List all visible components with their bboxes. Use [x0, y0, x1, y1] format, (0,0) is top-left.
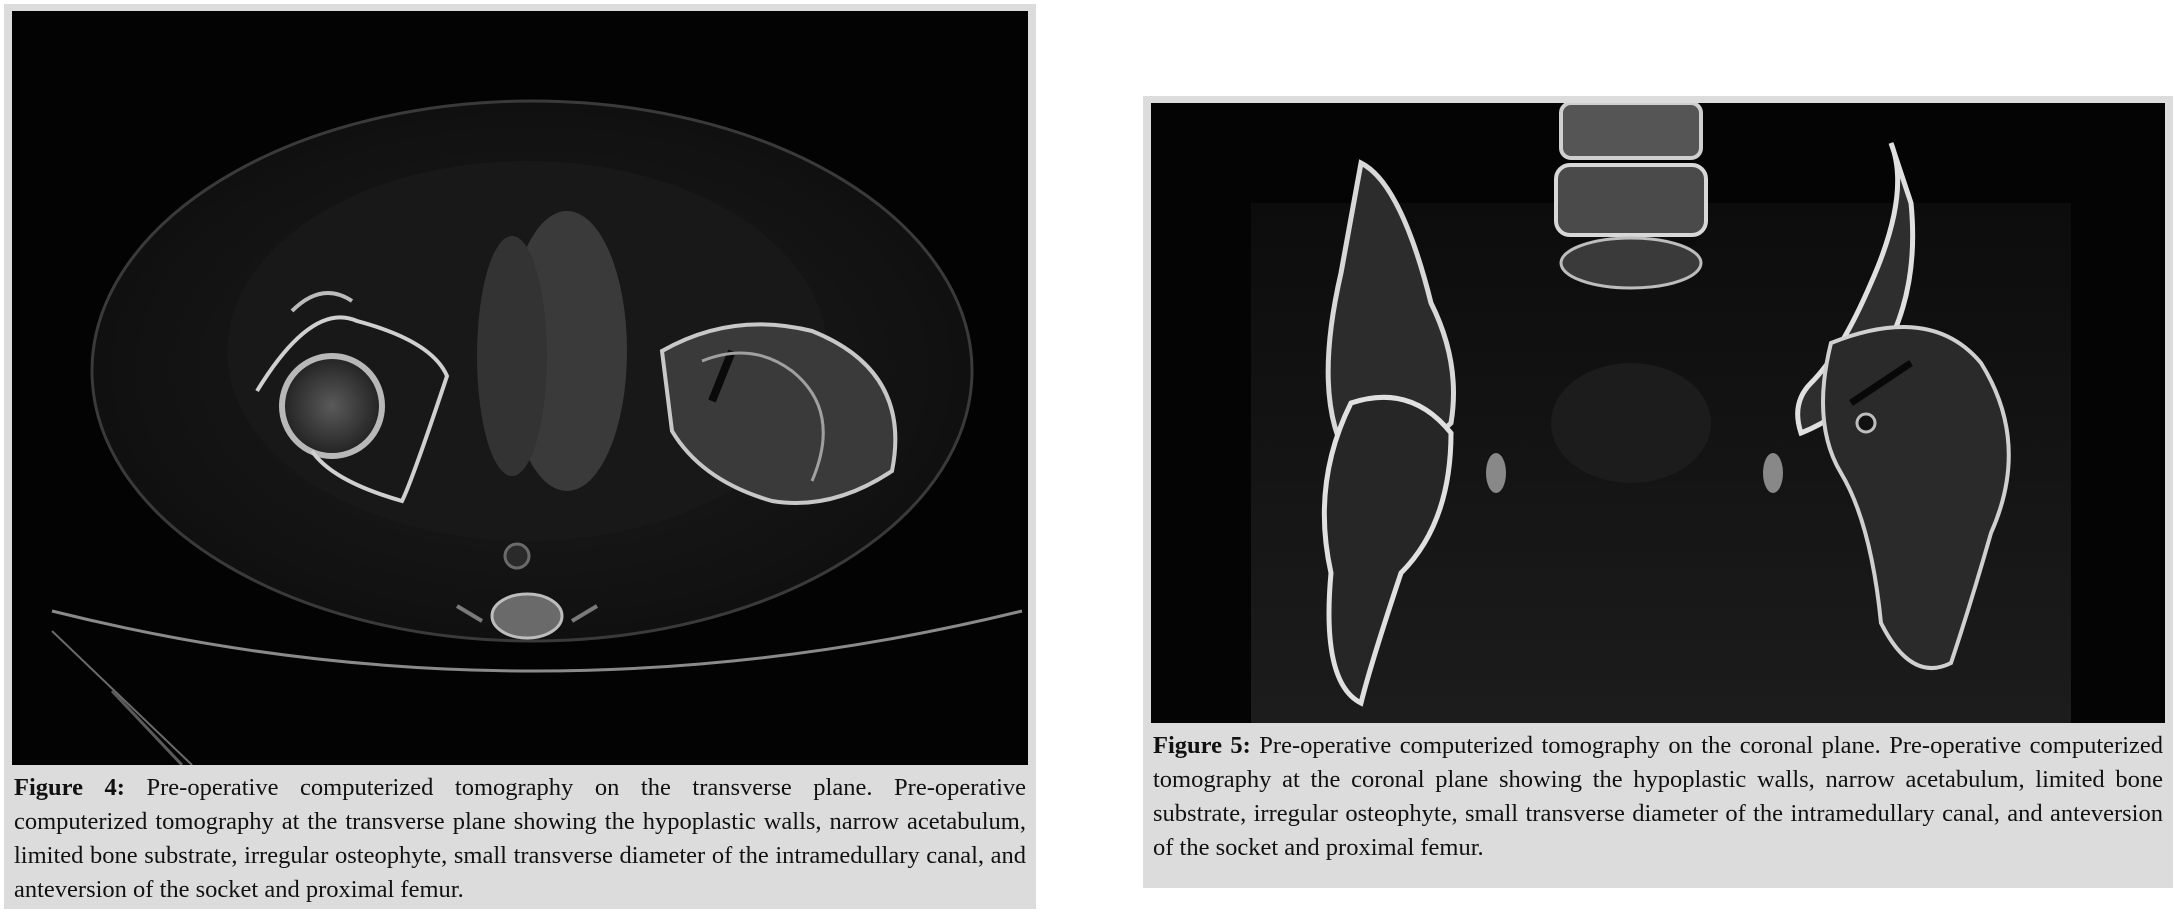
figure-4-caption-text: Pre-operative computerized tomography on the transverse plane. Pre-operative computerized tomography at the transverse plane showing the hypoplastic walls, narrow acetabulum, limited bone substrate, irregular osteophyte, small transverse diameter of the intramedullary canal, and anteversion of the socket and proximal femur.	[14, 774, 1027, 903]
figure-5-label: Figure 5:	[1153, 732, 1251, 759]
ct-coronal-image	[1151, 103, 2165, 723]
figure-5-caption	[1151, 723, 2165, 865]
figure-4	[4, 4, 1036, 909]
figure-4-caption	[12, 765, 1028, 907]
ct-transverse-image	[12, 11, 1028, 765]
figure-5-caption-text: Pre-operative computerized tomography on the coronal plane. Pre-operative computerized tomography at the coronal plane showing the hypoplastic walls, narrow acetabulum, limited bone substrate, irregular osteophyte, small transverse diameter of the intramedullary canal, and anteversion of the socket and proximal femur.	[1153, 732, 2163, 861]
figure-5	[1143, 96, 2173, 888]
figure-4-label: Figure 4:	[14, 774, 125, 801]
